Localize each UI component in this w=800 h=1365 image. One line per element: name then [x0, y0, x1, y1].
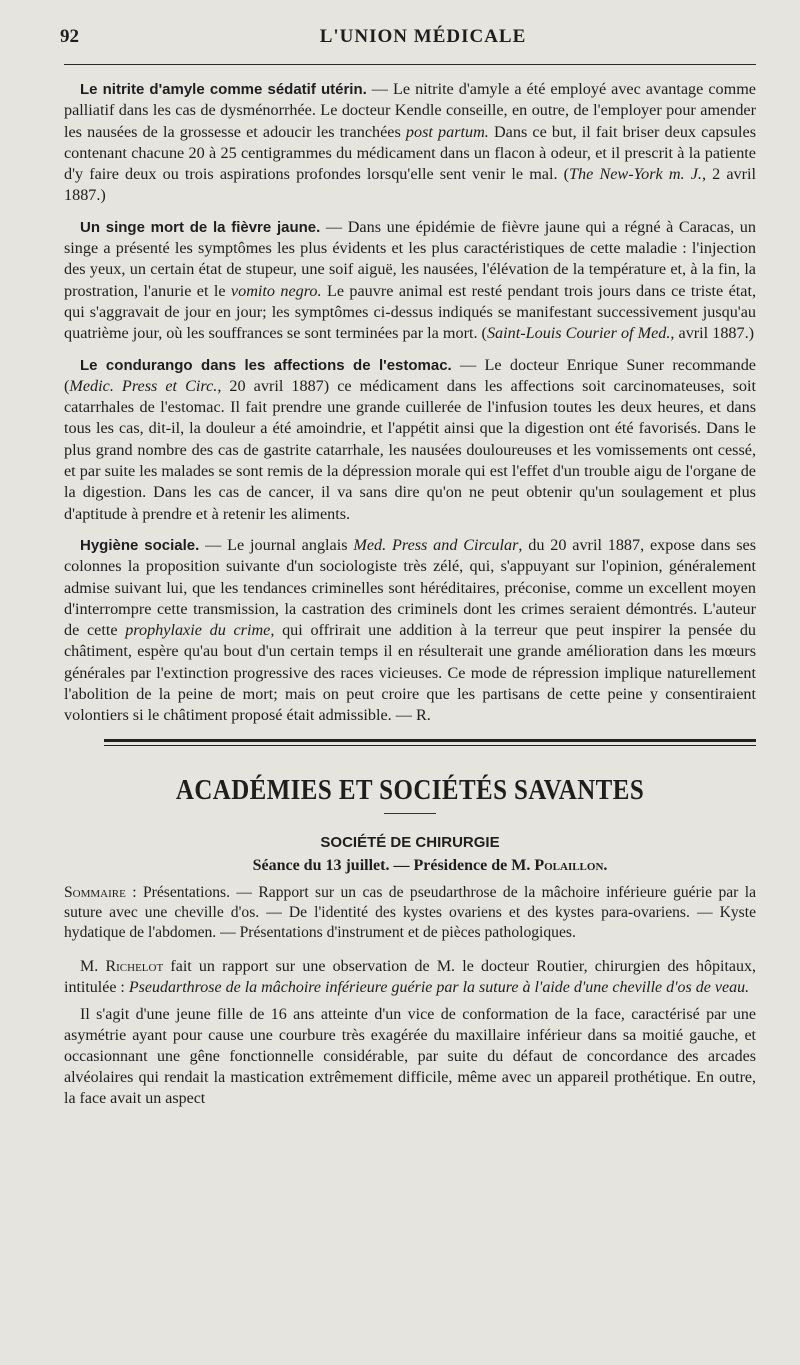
section-divider — [104, 739, 756, 746]
article-lead: Le nitrite d'amyle comme sédatif utérin. — [80, 81, 367, 98]
article-text: , 2 avril 1887.) — [64, 165, 756, 205]
article-text: , avril 1887.) — [670, 324, 755, 343]
article-text: Le pauvre animal est resté pendant trois jours dans ce triste état, qui s'aggravait de jour en jour; les symptômes ci-dessus indiqués se manifestant successivement jusqu'au quatrième jour, où les souffrances se sont terminées par la mort. ( — [64, 281, 757, 343]
article-text: — Le nitrite d'amyle a été employé avec avantage comme palliatif dans les cas de dysménorrhée. Le docteur Kendle conseille, en outre, de l'employer pour amender les nausées de la grossesse et adoucir les tranchées — [64, 80, 756, 141]
running-title: L'UNION MÉDICALE — [319, 26, 527, 47]
page-number: 92 — [60, 26, 79, 47]
reporter-name: Richelot — [105, 957, 164, 975]
society-heading: SOCIÉTÉ DE CHIRURGIE — [320, 833, 500, 851]
section-title: ACADÉMIES ET SOCIÉTÉS SAVANTES — [175, 773, 645, 806]
summary-text: : Présentations. — Rapport sur un cas de pseudarthrose de la mâchoire inférieure guérie par la suture avec une cheville d'os. — De l'identité des kystes ovariens et des kystes para-ovariens. — Kyste hydatique de l'abdomen. — Présentations d'instrument et de pièces pathologiques. — [64, 883, 756, 942]
session-suffix: . — [603, 856, 608, 874]
report-body: Il s'agit d'une jeune fille de 16 ans atteinte d'un vice de conformation de la face, caractérisé par une asymétrie ayant pour cause une courbure très exagérée du maxillaire inférieur dans sa moitié gauche, et occasionnant une gêne fonctionnelle considérable, par suite du défaut de concordance des arcades alvéolaires qui rendait la mastication extrêmement difficile, même avec un appareil prothétique. En outre, la face avait un aspect — [64, 1005, 756, 1107]
report-intro — [64, 956, 756, 998]
report-title: Pseudarthrose de la mâchoire inférieure guérie par la suture à l'aide d'une cheville d'os de veau. — [128, 978, 750, 996]
article-italic: post partum. — [405, 122, 489, 141]
report-text: fait un rapport sur une observation de M. le docteur Routier, chirurgien des hôpitaux, intitulée : — [64, 957, 757, 996]
president-name: Polaillon — [534, 856, 604, 874]
report-prefix: M. — [80, 957, 106, 975]
article-condurango — [64, 355, 756, 525]
article-lead: Un singe mort de la fièvre jaune. — [80, 218, 321, 236]
article-italic: vomito negro. — [230, 281, 322, 300]
article-text: — Le docteur Enrique Suner recommande ( — [64, 355, 756, 395]
article-italic: prophylaxie du crime, — [125, 621, 275, 640]
article-text: , 20 avril 1887) ce médicament dans les affections soit carcinomateuses, soit catarrhales de l'estomac. Il fait prendre une grande cuillerée de l'infusion toutes les deux heures, et dans tous les cas, dit-il, la douleur a été amoindrie, et l'appétit ainsi que la digestion ont été favorisés. Dans le plus grand nombre des cas de gastrite catarrhale, les nausées douloureuses et les vomissements ont cessé, et par suite les malades se sont remis de la dépression morale qui est l'effet d'un trouble aigu de l'organe de la digestion. Dans les cas de cancer, il va sans dire qu'on ne peut obtenir qu'un soulagement et plus d'aptitude à prendre et à retenir les aliments. — [64, 376, 756, 523]
article-source: Med. Press and Circular — [353, 535, 519, 554]
title-underline — [384, 813, 436, 814]
article-text: Dans ce but, il fait briser deux capsules contenant chacune 20 à 25 centigrammes du médicament dans un flacon à odeur, et il prescrit à la patiente d'y faire deux ou trois aspirations profondes lorsqu'elle sent venir le mal. ( — [64, 122, 756, 184]
article-hygiene-sociale — [64, 535, 756, 727]
session-summary — [64, 883, 756, 944]
article-lead: Hygiène sociale. — [80, 536, 200, 554]
article-source: Saint-Louis Courier of Med. — [486, 324, 671, 343]
article-text: — Dans une épidémie de fièvre jaune qui a régné à Caracas, un singe a présenté les symptômes les plus évidents et les plus caractéristiques de cette maladie : l'injection des yeux, un certain état de stupeur, une soif aiguë, les nausées, l'élévation de la température et, à la fin, la prostration, l'anurie et le — [64, 217, 756, 300]
article-source: Medic. Press et Circ. — [69, 376, 218, 395]
article-lead: Le condurango dans les affections de l'estomac. — [80, 356, 452, 374]
article-singe-fievre-jaune — [64, 217, 756, 345]
article-text: , du 20 avril 1887, expose dans ses colonnes la proposition suivante d'un sociologiste très zélé, qui, s'appuyant sur l'opinion, généralement admise suivant lui, que les tendances criminelles sont héréditaires, préconise, comme un excellent moyen d'interrompre cette transmission, la castration des criminels dont les crimes seraient démontrés. L'auteur de cette — [64, 535, 757, 640]
article-text: — Le journal anglais — [199, 535, 354, 554]
session-prefix: Séance du 13 juillet. — Présidence de M. — [252, 856, 535, 874]
session-line — [104, 857, 756, 875]
article-text: qui offrirait une addition à la terreur que peut inspirer la pensée du châtiment, espère qu'au bout d'un certain temps il en résulterait une grande amélioration dans les mœurs générales par l'extinction progressive des races vicieuses. Ce mode de répression implique naturellement l'abolition de la peine de mort; mais on peut croire que les partisans de cette peine y consentiraient volontiers si le châtiment proposé était admissible. — R. — [64, 621, 757, 725]
page-header — [60, 26, 756, 65]
article-source: The New-York m. J. — [569, 165, 702, 184]
summary-label: Sommaire — [64, 883, 126, 901]
article-nitrite-amyle — [64, 79, 756, 207]
